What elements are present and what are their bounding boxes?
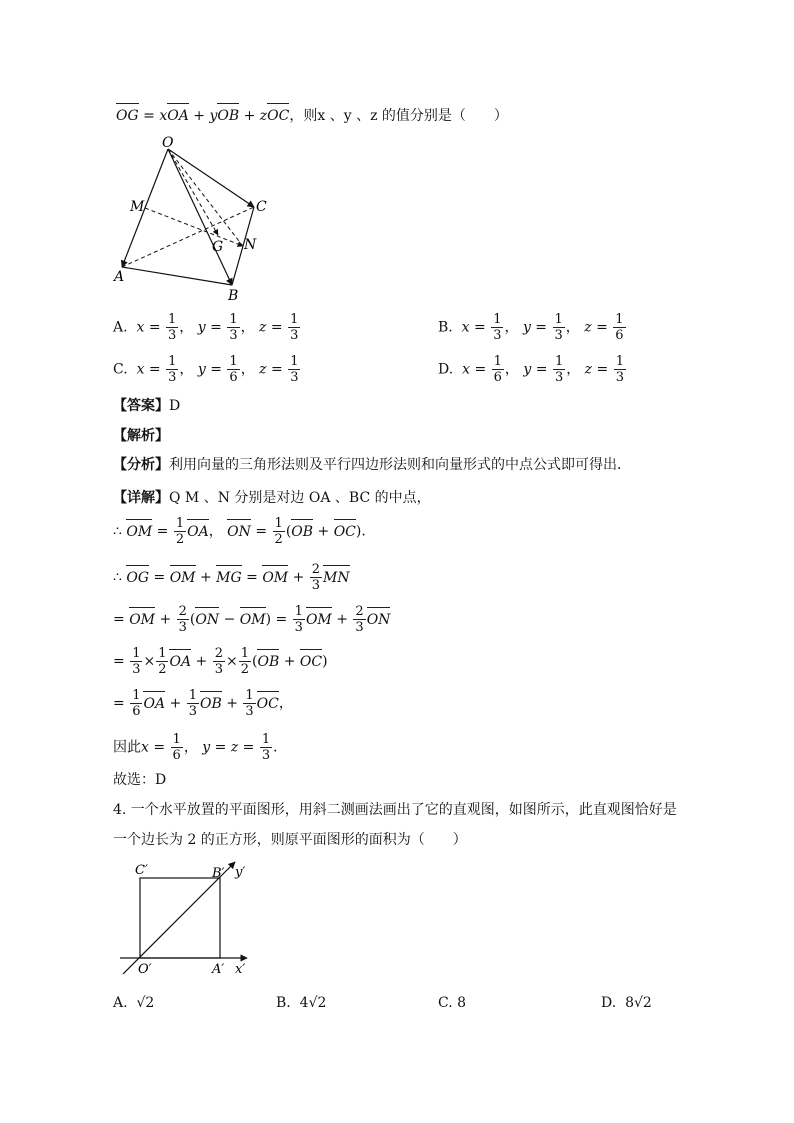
label-b-prime: B′ <box>212 866 225 881</box>
q3-option-b[interactable]: B. x = $\frac{1}{3}$ ， y = $\frac{1}{3}$ ， z = $\frac{1}{6}$ <box>438 312 624 343</box>
label-o-prime: O′ <box>138 962 152 977</box>
label-m: M <box>130 199 145 215</box>
q4-option-a[interactable]: A. √2 <box>113 995 155 1011</box>
derivation-line-2: ∴ OG = OM + MG = OM + $\frac{2}{3}$ MN <box>113 562 350 593</box>
segment-og <box>168 149 218 235</box>
q4-option-d[interactable]: D. 8√2 <box>601 995 652 1011</box>
q3-option-d[interactable]: D. x = $\frac{1}{6}$ ， y = $\frac{1}{3}$ ， z = $\frac{1}{3}$ <box>438 354 624 385</box>
q4-option-b[interactable]: B. 4√2 <box>276 995 327 1011</box>
square <box>140 878 220 958</box>
label-g: G <box>212 239 224 255</box>
edge-ob <box>168 149 232 285</box>
derivation-line-1: ∴ OM = $\frac{1}{2}$ OA， ON = $\frac{1}{2}$ (OB + OC)． <box>113 516 376 547</box>
segment-on <box>168 149 242 245</box>
q3-option-a[interactable]: A. x = $\frac{1}{3}$ ， y = $\frac{1}{3}$ ， z = $\frac{1}{3}$ <box>113 312 299 343</box>
label-n: N <box>244 237 257 253</box>
detail-line: 【详解】Q M 、N 分别是对边 OA 、BC 的中点， <box>113 490 431 506</box>
label-a: A <box>114 269 125 285</box>
derivation-line-3: = OM + $\frac{2}{3}$ (ON − OM) = $\frac{1}{3}$ OM + $\frac{2}{3}$ ON <box>113 604 391 635</box>
label-a-prime: A′ <box>212 962 225 977</box>
label-c: C <box>256 199 267 215</box>
fenxi-line: 【分析】利用向量的三角形法则及平行四边形法则和向量形式的中点公式即可得出． <box>113 457 631 473</box>
q3-stem-tail: ，则x 、y 、z 的值分别是（ ） <box>289 108 508 124</box>
derivation-line-4: = $\frac{1}{3}$ × $\frac{1}{2}$ OA + $\frac{2}{3}$ × $\frac{1}{2}$ (OB + OC) <box>113 646 328 677</box>
label-x-prime: x′ <box>235 962 246 977</box>
label-b: B <box>228 288 239 304</box>
tetrahedron-figure <box>108 135 278 305</box>
q4-line-1: 4. 一个水平放置的平面图形，用斜二测画法画出了它的直观图，如图所示，此直观图恰好是 <box>113 802 677 818</box>
analysis-heading: 【解析】 <box>113 428 169 444</box>
edge-ab <box>122 267 232 285</box>
conclusion-line: 因此x = $\frac{1}{6}$ ， y = z = $\frac{1}{3}$ ． <box>113 732 288 763</box>
choose-line: 故选：D <box>113 772 167 788</box>
oblique-square-figure <box>115 858 260 980</box>
q4-option-c[interactable]: C. 8 <box>438 995 467 1011</box>
q4-line-2: 一个边长为 2 的正方形，则原平面图形的面积为（ ） <box>113 832 467 848</box>
edge-oc <box>168 149 254 207</box>
label-y-prime: y′ <box>235 865 246 880</box>
q3-stem: OG = xOA + yOB + zOC，则x 、y 、z 的值分别是（ ） <box>116 108 508 124</box>
derivation-line-5: = $\frac{1}{6}$ OA + $\frac{1}{3}$ OB + $\frac{1}{3}$ OC， <box>113 688 293 719</box>
label-o: O <box>162 135 174 151</box>
label-c-prime: C′ <box>135 863 148 878</box>
answer-line: 【答案】D <box>113 398 181 414</box>
q3-option-c[interactable]: C. x = $\frac{1}{3}$ ， y = $\frac{1}{6}$ ， z = $\frac{1}{3}$ <box>113 354 299 385</box>
